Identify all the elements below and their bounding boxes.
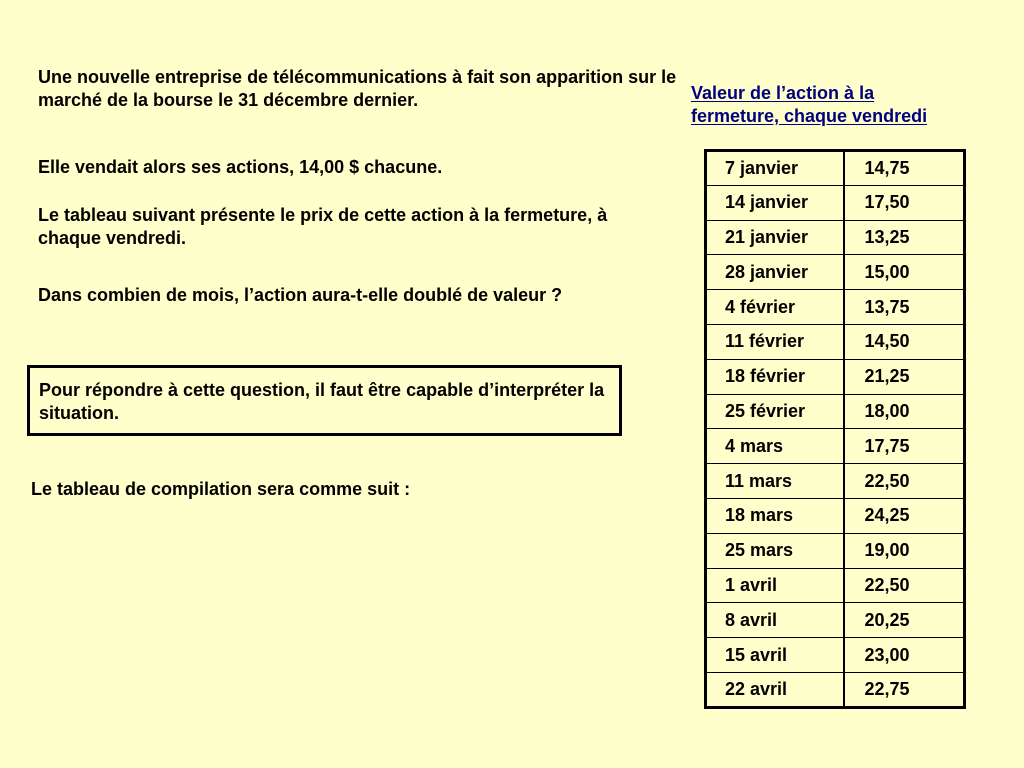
date-cell: 21 janvier xyxy=(706,220,844,255)
value-cell: 13,25 xyxy=(844,220,965,255)
table-row xyxy=(706,672,965,707)
value-cell: 18,00 xyxy=(844,394,965,429)
date-cell: 14 janvier xyxy=(706,185,844,220)
value-cell: 22,75 xyxy=(844,672,965,707)
date-cell: 1 avril xyxy=(706,568,844,603)
date-cell: 22 avril xyxy=(706,672,844,707)
compilation-paragraph: Le tableau de compilation sera comme suit : xyxy=(31,479,411,499)
date-cell: 28 janvier xyxy=(706,255,844,290)
date-cell: 8 avril xyxy=(706,603,844,638)
table-row xyxy=(706,429,965,464)
table-row xyxy=(706,568,965,603)
stock-value-table xyxy=(704,149,966,709)
table-row xyxy=(706,464,965,499)
value-cell: 13,75 xyxy=(844,290,965,325)
value-cell: 23,00 xyxy=(844,638,965,673)
table-row xyxy=(706,185,965,220)
table-caption xyxy=(691,82,1011,128)
value-cell: 21,25 xyxy=(844,359,965,394)
table-row xyxy=(706,255,965,290)
date-cell: 11 mars xyxy=(706,464,844,499)
date-cell: 4 mars xyxy=(706,429,844,464)
table-row xyxy=(706,533,965,568)
value-cell: 14,75 xyxy=(844,151,965,186)
table-row xyxy=(706,220,965,255)
table-intro-paragraph: Le tableau suivant présente le prix de cette action à la fermeture, à chaque vendredi. xyxy=(38,205,608,248)
table-row xyxy=(706,290,965,325)
date-cell: 25 mars xyxy=(706,533,844,568)
date-cell: 18 février xyxy=(706,359,844,394)
date-cell: 7 janvier xyxy=(706,151,844,186)
table-row xyxy=(706,324,965,359)
value-cell: 19,00 xyxy=(844,533,965,568)
question-paragraph: Dans combien de mois, l’action aura-t-elle doublé de valeur ? xyxy=(38,285,563,305)
date-cell: 4 février xyxy=(706,290,844,325)
table-row xyxy=(706,638,965,673)
date-cell: 11 février xyxy=(706,324,844,359)
value-cell: 17,50 xyxy=(844,185,965,220)
table-caption-line2: fermeture, chaque vendredi xyxy=(691,106,928,126)
value-cell: 22,50 xyxy=(844,464,965,499)
date-cell: 15 avril xyxy=(706,638,844,673)
hint-box xyxy=(27,365,622,436)
date-cell: 18 mars xyxy=(706,498,844,533)
table-row xyxy=(706,603,965,638)
table-row xyxy=(706,498,965,533)
intro-paragraph: Une nouvelle entreprise de télécommunications à fait son apparition sur le marché de la bourse le 31 décembre dernier. xyxy=(38,67,677,110)
value-cell: 17,75 xyxy=(844,429,965,464)
value-cell: 20,25 xyxy=(844,603,965,638)
value-cell: 22,50 xyxy=(844,568,965,603)
price-paragraph: Elle vendait alors ses actions, 14,00 $ chacune. xyxy=(38,157,443,177)
table-row xyxy=(706,394,965,429)
hint-text: Pour répondre à cette question, il faut être capable d’interpréter la situation. xyxy=(39,380,605,423)
value-cell: 14,50 xyxy=(844,324,965,359)
date-cell: 25 février xyxy=(706,394,844,429)
table-row xyxy=(706,359,965,394)
value-cell: 15,00 xyxy=(844,255,965,290)
table-row xyxy=(706,151,965,186)
table-caption-line1: Valeur de l’action à la xyxy=(691,83,875,103)
value-cell: 24,25 xyxy=(844,498,965,533)
